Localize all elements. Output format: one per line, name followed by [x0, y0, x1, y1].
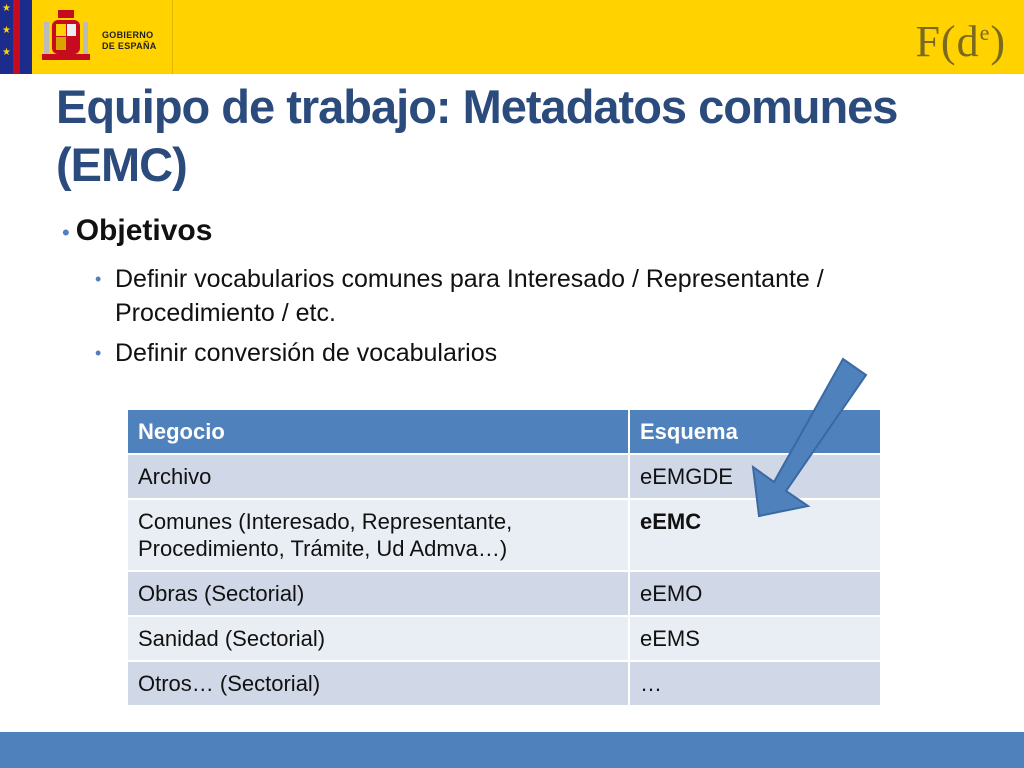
gov-line-2: DE ESPAÑA	[102, 41, 157, 51]
sub-bullet-1-line-1: Definir vocabularios comunes para Interesado / Representante /	[115, 265, 824, 293]
cell-negocio-text: Sanidad (Sectorial)	[138, 626, 326, 651]
cell-esquema: eEMC	[629, 499, 881, 571]
bullet-dot-icon: •	[95, 269, 102, 289]
cell-esquema: eEMGDE	[629, 454, 881, 499]
title-line-2: (EMC)	[56, 138, 187, 191]
cell-negocio-text: Archivo	[138, 464, 212, 489]
cell-negocio-text-line-1: Comunes (Interesado, Representante,	[138, 509, 513, 534]
header-esquema: Esquema	[629, 409, 881, 454]
fde-logo-main: F(d	[915, 17, 980, 66]
sub-bullet-1-line-2: Procedimiento / etc.	[115, 299, 336, 327]
fde-logo-close: )	[990, 17, 1006, 66]
title-line-1: Equipo de trabajo: Metadatos comunes	[56, 80, 898, 133]
star-icon: ★	[2, 25, 11, 36]
cell-esquema: eEMS	[629, 616, 881, 661]
cell-negocio-text: Obras (Sectorial)	[138, 581, 305, 606]
star-icon: ★	[2, 47, 11, 58]
sub-bullet-2-text: Definir conversión de vocabularios	[115, 339, 498, 367]
star-icon: ★	[2, 3, 11, 14]
cell-esquema: eEMO	[629, 571, 881, 616]
header-negocio: Negocio	[127, 409, 629, 454]
cell-negocio-text-line-2: Procedimiento, Trámite, Ud Admva…)	[138, 536, 508, 561]
bullet-objetivos-label: Objetivos	[75, 214, 213, 247]
cell-esquema: …	[629, 661, 881, 706]
gov-line-1: GOBIERNO	[102, 30, 154, 40]
fde-logo-sup: e	[979, 20, 991, 45]
bottom-banner	[0, 732, 1024, 768]
bullet-dot-icon: •	[62, 220, 70, 245]
bullet-dot-icon: •	[95, 343, 102, 363]
cell-negocio-text: Otros… (Sectorial)	[138, 671, 321, 696]
